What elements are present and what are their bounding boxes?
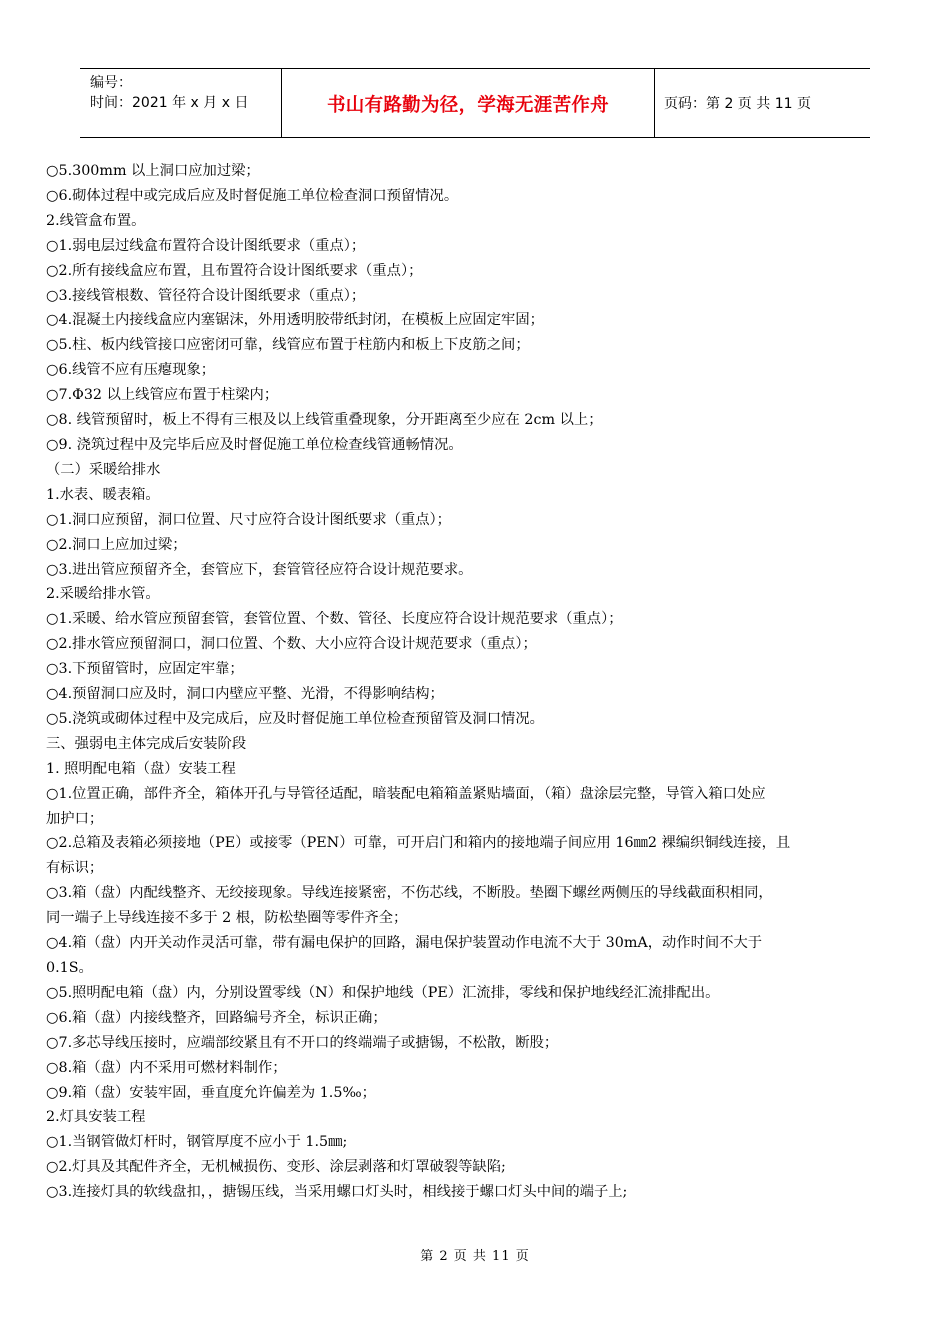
body-line: ○8. 线管预留时，板上不得有三根及以上线管重叠现象，分开距离至少应在 2cm 以上； [46,412,603,429]
body-line: ○2.洞口上应加过梁； [46,536,187,553]
body-line: 三、强弱电主体完成后安装阶段 [46,735,247,752]
header-meta [90,73,248,113]
body-line: 0.1S。 [46,960,93,976]
body-line: ○2.灯具及其配件齐全，无机械损伤、变形、涂层剥落和灯罩破裂等缺陷; [46,1159,506,1176]
body-line: ○3.接线管根数、管径符合设计图纸要求（重点）； [46,287,366,304]
body-line: 2.灯具安装工程 [46,1109,146,1126]
header-number-label: 编号： [90,75,132,91]
body-line: ○5.浇筑或砌体过程中及完成后，应及时督促施工单位检查预留管及洞口情况。 [46,710,544,727]
body-line: ○1.洞口应预留，洞口位置、尺寸应符合设计图纸要求（重点）； [46,511,451,528]
body-line: ○4.箱（盘）内开关动作灵活可靠，带有漏电保护的回路，漏电保护装置动作电流不大于 30mA，动作时间不大于 [46,935,763,952]
body-line: ○3.箱（盘）内配线整齐、无绞接现象。导线连接紧密，不伤芯线，不断股。垫圈下螺丝两侧压的导线截面积相同， [46,885,773,902]
body-line: ○1.位置正确，部件齐全，箱体开孔与导管径适配，暗装配电箱箱盖紧贴墙面，（箱）盘涂层完整，导管入箱口处应 [46,785,766,802]
body-line: 2.采暖给排水管。 [46,586,160,603]
header-date-label: 时间：2021 年 x 月 x 日 [90,95,249,111]
body-line: ○1.当钢管做灯杆时，钢管厚度不应小于 1.5㎜; [46,1134,348,1151]
body-line: ○6.箱（盘）内接线整齐，回路编号齐全，标识正确； [46,1009,387,1026]
header-divider-right [654,69,655,137]
body-line: 1. 照明配电箱（盘）安装工程 [46,760,236,777]
body-line: ○8.箱（盘）内不采用可燃材料制作； [46,1059,287,1076]
document-body [46,159,896,1205]
body-line: 有标识； [46,860,104,877]
body-line: ○3.进出管应预留齐全，套管应下，套管管径应符合设计规范要求。 [46,561,473,578]
body-line: ○2.总箱及表箱必须接地（PE）或接零（PEN）可靠，可开启门和箱内的接地端子间应用 16㎜2 裸编织铜线连接，且 [46,835,791,852]
body-line: ○7.多芯导线压接时，应端部绞紧且有不开口的终端端子或搪锡，不松散，断股； [46,1034,559,1051]
body-line: （二）采暖给排水 [46,461,161,478]
body-line: ○4.混凝土内接线盒应内塞锯沫，外用透明胶带纸封闭，在模板上应固定牢固； [46,312,544,329]
header-page-info: 页码：第 2 页 共 11 页 [664,96,811,112]
body-line: ○9. 浇筑过程中及完毕后应及时督促施工单位检查线管通畅情况。 [46,436,463,453]
body-line: ○4.预留洞口应及时，洞口内壁应平整、光滑，不得影响结构； [46,686,444,703]
body-line: ○7.Φ32 以上线管应布置于柱梁内； [46,387,279,404]
body-line: ○6.线管不应有压瘪现象； [46,362,216,379]
body-line: ○1.采暖、给水管应预留套管，套管位置、个数、管径、长度应符合设计规范要求（重点）； [46,611,623,628]
body-line: ○6.砌体过程中或完成后应及时督促施工单位检查洞口预留情况。 [46,187,459,204]
header-motto: 书山有路勤为径，学海无涯苦作舟 [326,95,609,116]
body-line: 同一端子上导线连接不多于 2 根，防松垫圈等零件齐全； [46,910,408,927]
body-line: ○1.弱电层过线盒布置符合设计图纸要求（重点）； [46,237,366,254]
body-line: ○9.箱（盘）安装牢固，垂直度允许偏差为 1.5‰； [46,1084,376,1101]
page-footer: 第 2 页 共 11 页 [420,1249,530,1264]
document-header [80,68,870,138]
body-line: ○2.排水管应预留洞口，洞口位置、个数、大小应符合设计规范要求（重点）； [46,636,537,653]
body-line: ○5.照明配电箱（盘）内，分别设置零线（N）和保护地线（PE）汇流排，零线和保护地线经汇流排配出。 [46,984,720,1001]
body-line: ○5.300mm 以上洞口应加过梁； [46,163,260,179]
body-line: ○3.下预留管时，应固定牢靠； [46,661,244,678]
body-line: ○3.连接灯具的软线盘扣，，搪锡压线，当采用螺口灯头时，相线接于螺口灯头中间的端子上; [46,1184,628,1201]
body-line: 1.水表、暖表箱。 [46,486,160,503]
body-line: ○5.柱、板内线管接口应密闭可靠，线管应布置于柱筋内和板上下皮筋之间； [46,337,530,354]
body-line: 加护口； [46,810,104,827]
body-line: 2.线管盒布置。 [46,212,146,229]
body-line: ○2.所有接线盒应布置，且布置符合设计图纸要求（重点）； [46,262,423,279]
